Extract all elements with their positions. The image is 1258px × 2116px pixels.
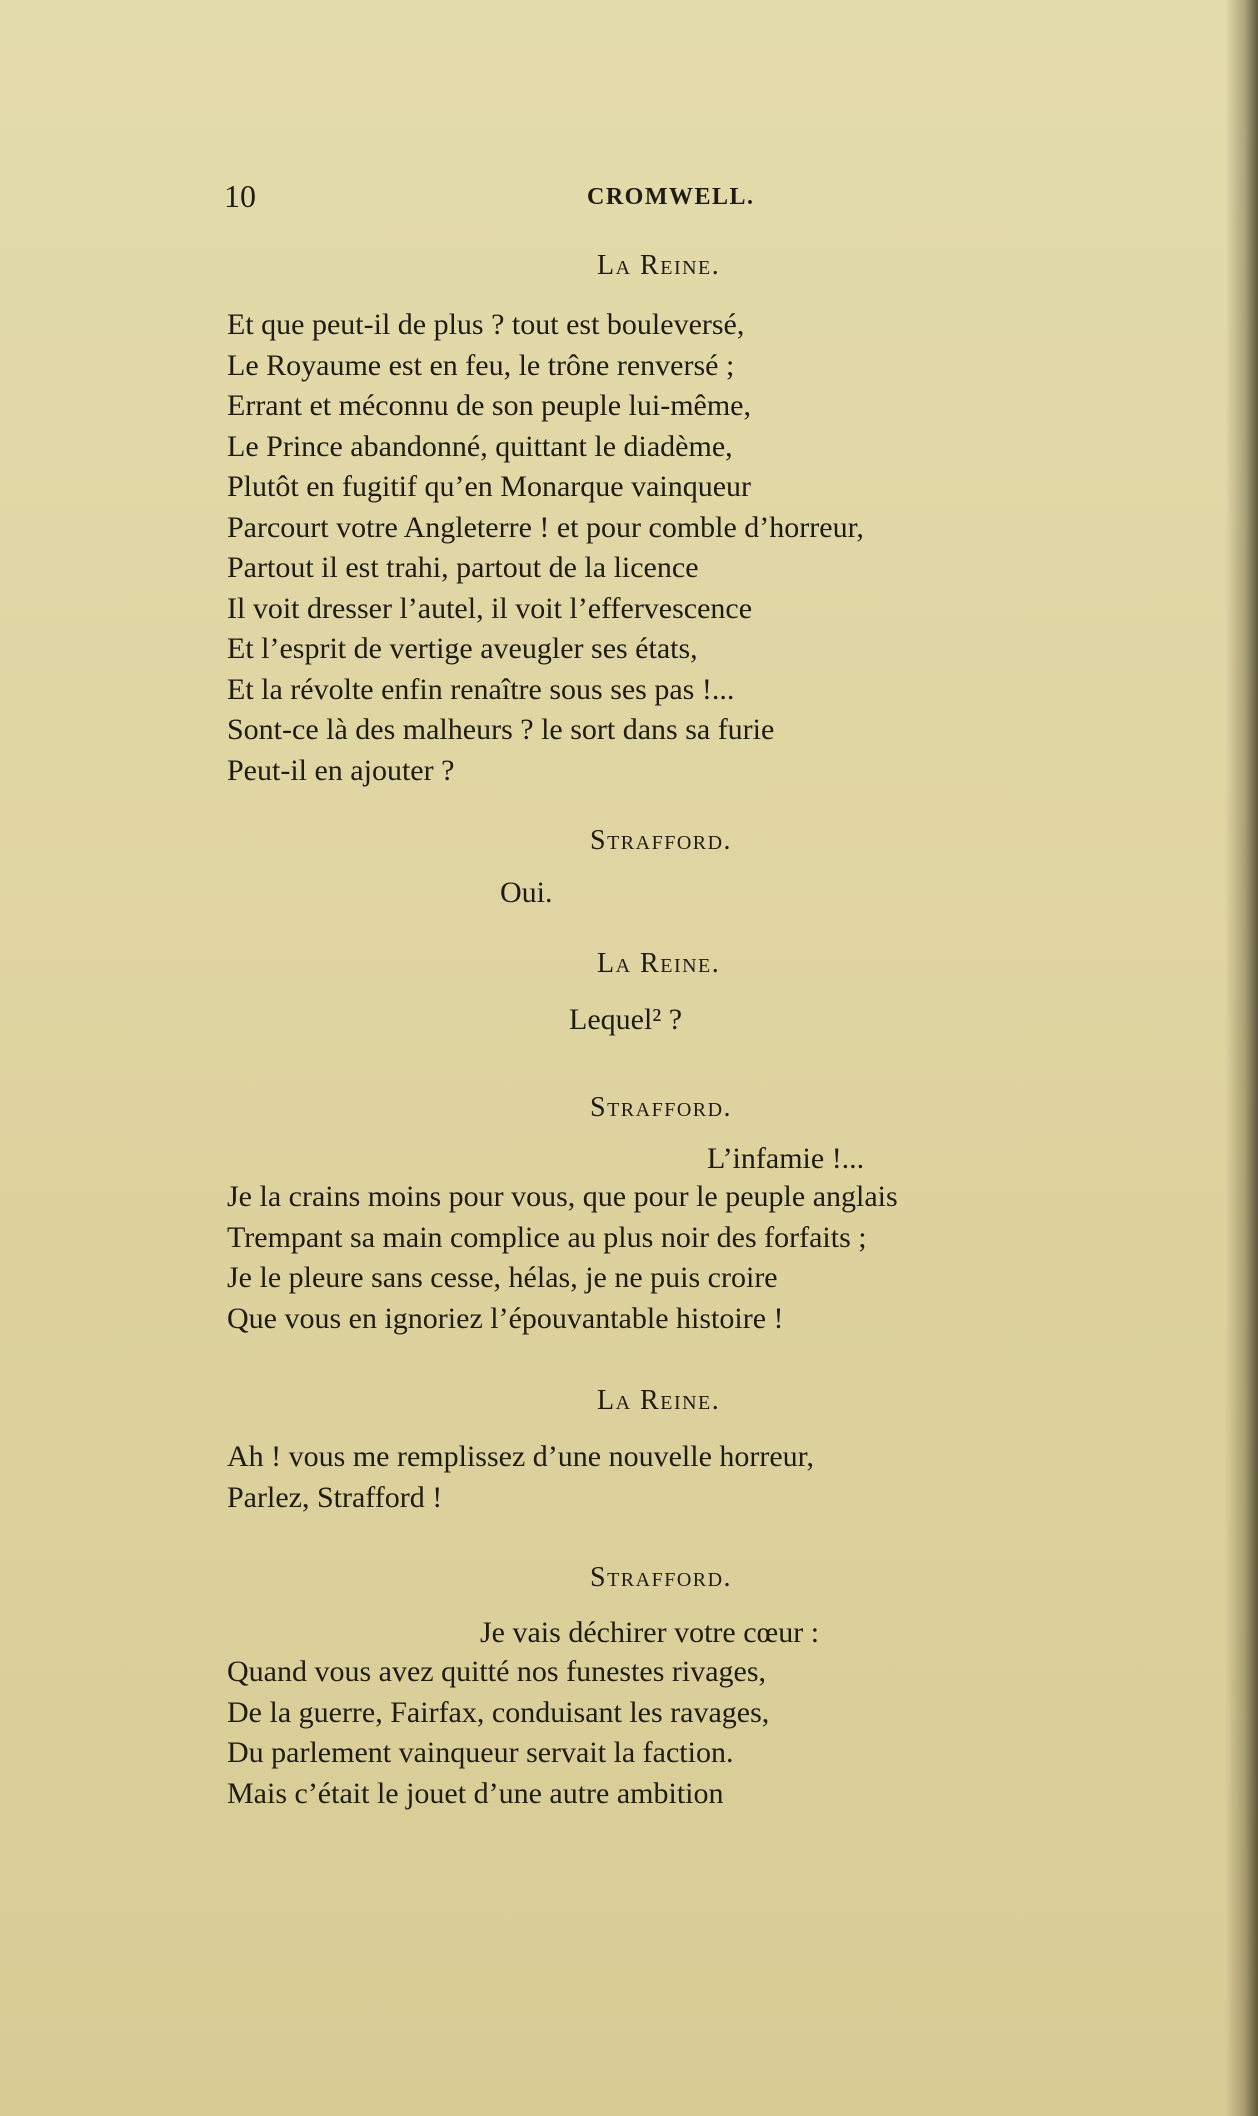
verse-line: Plutôt en fugitif qu’en Monarque vainqueur <box>227 470 752 503</box>
verse-block <box>227 1437 814 1518</box>
verse-line: Parlez, Strafford ! <box>227 1480 443 1514</box>
verse-line: Le Royaume est en feu, le trône renversé ; <box>227 348 735 382</box>
verse-line: Et que peut-il de plus ? tout est bouleversé, <box>227 308 745 341</box>
verse-line: De la guerre, Fairfax, conduisant les ravages, <box>227 1695 770 1729</box>
verse-line: Quand vous avez quitté nos funestes rivages, <box>227 1655 767 1688</box>
verse-line: L’infamie !... <box>707 1142 865 1175</box>
page-number: 10 <box>224 178 256 214</box>
verse-line: Sont-ce là des malheurs ? le sort dans sa furie <box>227 713 775 746</box>
verse-line: Il voit dresser l’autel, il voit l’effervescence <box>227 591 753 625</box>
verse-block <box>227 1177 898 1339</box>
verse-block <box>227 1652 769 1814</box>
running-title: CROMWELL. <box>587 184 755 210</box>
verse-line: Je la crains moins pour vous, que pour le peuple anglais <box>227 1180 898 1213</box>
verse-line: Lequel² ? <box>569 1003 683 1036</box>
verse-line: Que vous en ignoriez l’épouvantable histoire ! <box>227 1301 784 1335</box>
verse-line: Et l’esprit de vertige aveugler ses états, <box>227 632 698 665</box>
verse-line: Parcourt votre Angleterre ! et pour comble d’horreur, <box>227 510 864 544</box>
verse-line: Je le pleure sans cesse, hélas, je ne puis croire <box>227 1261 778 1294</box>
speaker-name: La Reine. <box>597 1385 721 1416</box>
verse-line: Errant et méconnu de son peuple lui-même, <box>227 389 751 422</box>
speaker-name: La Reine. <box>597 250 721 281</box>
verse-line: Trempant sa main complice au plus noir des forfaits ; <box>227 1220 867 1254</box>
speaker-name: La Reine. <box>597 948 721 979</box>
verse-line: Du parlement vainqueur servait la faction. <box>227 1736 734 1769</box>
verse-line: Ah ! vous me remplissez d’une nouvelle horreur, <box>227 1440 814 1473</box>
verse-line: Je vais déchirer votre cœur : <box>480 1616 820 1649</box>
speaker-name: Strafford. <box>590 825 733 856</box>
verse-line: Le Prince abandonné, quittant le diadème, <box>227 429 733 463</box>
speaker-name: Strafford. <box>590 1092 733 1123</box>
verse-block <box>227 305 864 791</box>
verse-line: Peut-il en ajouter ? <box>227 753 455 787</box>
speaker-name: Strafford. <box>590 1562 733 1593</box>
verse-line: Oui. <box>500 876 553 909</box>
verse-line: Mais c’était le jouet d’une autre ambition <box>227 1776 724 1810</box>
verse-line: Partout il est trahi, partout de la licence <box>227 551 699 584</box>
verse-line: Et la révolte enfin renaître sous ses pas !... <box>227 672 735 706</box>
